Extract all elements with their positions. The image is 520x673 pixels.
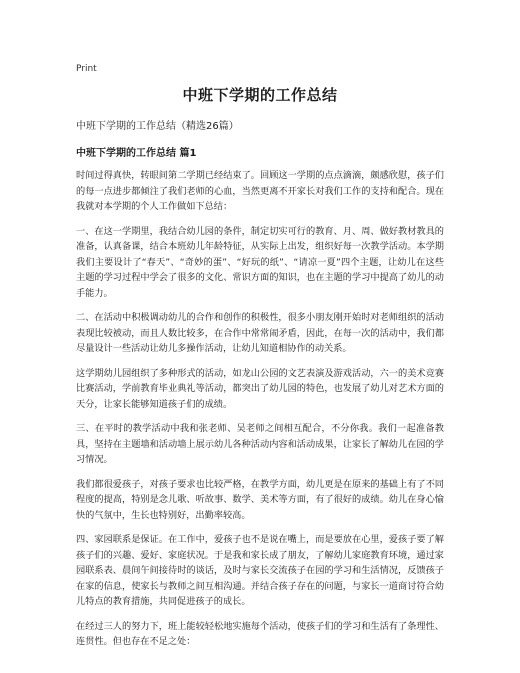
paragraph-2: 二、在活动中积极调动幼儿的合作和创作的积极性，很多小朋友刚开始时对老师组织的活动表现比较被动，而且人数比较多，在合作中常常闹矛盾，因此，在每一次的活动中，我们都尽量设计一些活动让幼儿多操作活动，让幼儿知道相协作的动关系。 [76, 312, 444, 354]
document-subtitle: 中班下学期的工作总结（精选26篇） [76, 121, 239, 132]
paragraph-intro: 时间过得真快，转眼间第二学期已经结束了。回顾这一学期的点点滴滴，颇感欣慰，孩子们的每一点进步都倾注了我们老师的心血，当然更离不开家长对我们工作的支持和配合。现在我就对本学期的个人工作做如下总结： [76, 170, 444, 212]
document-title: 中班下学期的工作总结 [182, 86, 338, 104]
paragraph-7: 在经过三人的努力下，班上能较轻松地实施每个活动，使孩子们的学习和生活有了条理性、连贯性。但也存在不足之处： [76, 620, 444, 647]
paragraph-4: 三、在平时的教学活动中我和张老师、吴老师之间相互配合，不分你我。我们一起准备教具，坚持在主题墙和活动墙上展示幼儿各种活动内容和活动成果，让家长了解幼儿在园的学习情况。 [76, 423, 444, 465]
paragraph-6: 四、家园联系是保证。在工作中，爱孩子也不是说在嘴上，而是要放在心里，爱孩子要了解孩子们的兴趣、爱好、家庭状况。于是我和家长成了朋友，了解幼儿家庭教育环境，通过家园联系表、晨间午间接待时的谈话，及时与家长交流孩子在园的学习和生活情况，反馈孩子在家的信息，使家长与教师之间互相沟通。并结合孩子存在的问题，与家长一道商讨符合幼儿特点的教育措施，共同促进孩子的成长。 [76, 534, 444, 607]
paragraph-1: 一、在这一学期里，我结合幼儿园的条件，制定切实可行的教育、月、周、做好教材教具的准备，认真备课，结合本班幼儿年龄特征，从实际上出发，组织好每一次教学活动。本学期我们主要设计了“春天”、“奇妙的蛋”、“好玩的纸”、“请凉一夏”四个主题，让幼儿在这些主题的学习过程中学会了很多的文化、常识方面的知识，也在主题的学习中提高了幼儿的动手能力。 [76, 225, 444, 299]
section-heading: 中班下学期的工作总结 篇1 [76, 148, 197, 159]
print-label[interactable]: Print [76, 64, 97, 74]
paragraph-5: 我们都很爱孩子，对孩子要求也比较严格，在教学方面，幼儿更是在原来的基础上有了不同程度的提高，特别是念儿歌、听故事、数学、美术等方面，有了很好的成绩。幼儿在身心愉快的气氛中，生长也特别好，出勤率较高。 [76, 478, 444, 521]
paragraph-3: 这学期幼儿园组织了多种形式的活动，如龙山公园的文艺表演及游戏活动，六一的美术竞赛比赛活动，学前教育毕业典礼等活动，都突出了幼儿园的特色，也发展了幼儿对艺术方面的天分，让家长能够知道孩子们的成绩。 [76, 367, 444, 410]
